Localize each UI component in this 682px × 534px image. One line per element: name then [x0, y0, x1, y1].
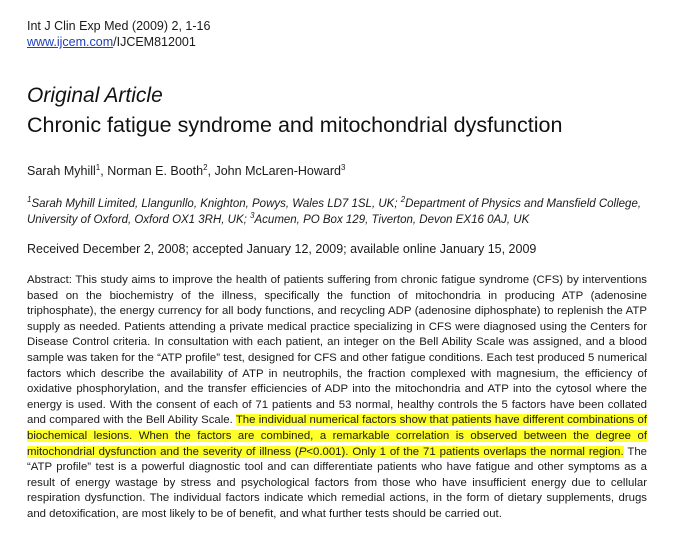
article-title: Chronic fatigue syndrome and mitochondrial dysfunction: [27, 113, 563, 137]
article-type: Original Article: [27, 84, 163, 107]
abstract: [27, 273, 647, 523]
affil-sup: 2: [400, 195, 406, 205]
affil-sup: 1: [27, 195, 32, 205]
affiliation-2: Department of Physics and Mansfield College, University of Oxford, Oxford OX1 3RH, UK;: [27, 198, 642, 226]
author-affil-sup: 2: [203, 162, 208, 172]
author-affil-sup: 1: [95, 162, 101, 172]
highlight-text: The individual numerical factors show that patients have different combinations of biochemical lesions. When the factors are combined, a remarkable correlation is observed between the degree of mitochondrial dysfunction and the severity of illness (: [27, 414, 647, 458]
abstract-text: The “ATP profile” test is a powerful diagnostic tool and can differentiate patients who have fatigue and other symptoms as a result of energy wastage by stress and psychological factors from those who have insufficient energy due to cellular respiration dysfunction. The individual factors indicate which remedial actions, in the form of dietary supplements, drugs and detoxification, are most likely to be of benefit, and what further tests should be carried out.: [27, 445, 647, 520]
author-list: Sarah Myhill$^1$, Norman E. Booth$^2$, John McLaren-Howard$^3$: [27, 162, 346, 178]
journal-website-link[interactable]: www.ijcem.com: [27, 35, 114, 49]
journal-link-line: [27, 34, 210, 50]
affiliation-1: Sarah Myhill Limited, Llangunllo, Knighton, Powys, Wales LD7 1SL, UK;: [31, 198, 401, 210]
abstract-label: Abstract:: [27, 274, 72, 286]
affil-sup: 3: [250, 211, 255, 221]
publication-dates: Received December 2, 2008; accepted January 12, 2009; available online January 15, 2009: [27, 242, 537, 256]
affiliation-3: Acumen, PO Box 129, Tiverton, Devon EX16 0AJ, UK: [254, 214, 530, 226]
p-value-symbol: P: [298, 445, 307, 458]
author-affil-sup: 3: [340, 162, 346, 172]
author-name: Sarah Myhill: [27, 164, 96, 178]
journal-header: [27, 18, 210, 50]
affiliations: [27, 196, 657, 228]
abstract-text: This study aims to improve the health of patients suffering from chronic fatigue syndrome (CFS) by interventions based on the biochemistry of the illness, specifically the function of mitochondria in producing ATP (adenosine triphosphate), the energy currency for all body functions, and recycling ADP (adenosine diphosphate) to replenish the ATP supply as needed. Patients attending a private medical practice specializing in CFS were diagnosed using the Centers for Disease Control criteria. In consultation with each patient, an integer on the Bell Ability Scale was assigned, and a blood sample was taken for the “ATP profile” test, designed for CFS and other fatigue conditions. Each test produced 5 numerical factors which describe the availability of ATP in neutrophils, the fraction complexed with magnesium, the efficiency of oxidative phosphorylation, and the transfer efficiencies of ADP into the mitochondria and ATP into the cytosol where the energy is used. With the consent of each of 71 patients and 53 normal, healthy controls the 5 factors have been collated and compared with the Bell Ability Scale.: [27, 274, 647, 427]
journal-citation: Int J Clin Exp Med (2009) 2, 1-16: [27, 19, 211, 33]
author-name: John McLaren-Howard: [214, 164, 341, 178]
highlight-text: <0.001). Only 1 of the 71 patients overlaps the normal region.: [306, 445, 624, 458]
author-name: Norman E. Booth: [107, 164, 204, 178]
article-id: /IJCEM812001: [113, 35, 196, 49]
